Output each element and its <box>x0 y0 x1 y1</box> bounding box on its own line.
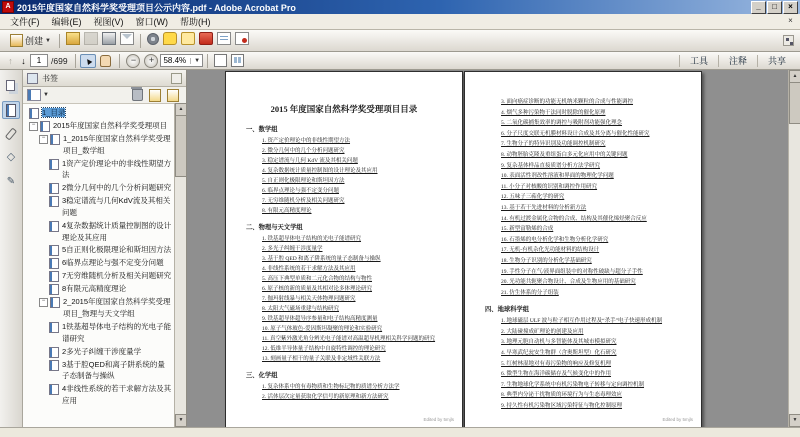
toc-section-heading: 一、数学组 <box>246 126 278 133</box>
zoom-in-button[interactable]: + <box>144 54 158 68</box>
pdf-page-right <box>464 71 702 427</box>
bookmark-icon <box>49 196 59 207</box>
acrobat-icon: A <box>2 1 14 13</box>
menu-item[interactable]: 文件(F) <box>10 17 40 27</box>
navigation-toolbar <box>0 52 800 70</box>
toc-item[interactable]: 12. 五味子三萜化学的研究 <box>501 194 565 201</box>
bookmark-icon <box>49 347 59 358</box>
toc-item[interactable]: 6. 微型生物在海洋碳储存及气候变化中的作用 <box>501 371 612 378</box>
toc-item[interactable]: 15. 新型富勒烯的合成 <box>501 226 554 233</box>
signatures-icon[interactable]: ✎ <box>6 176 16 187</box>
toc-item[interactable]: 14. 有机过渡金属化合物的合成、结构及其催化烯烃聚合反应 <box>501 215 647 222</box>
page-display-icon[interactable] <box>231 54 244 67</box>
bookmark-icon <box>49 183 59 194</box>
scrollbar-thumb[interactable] <box>789 82 800 124</box>
scrolling-mode-icon[interactable] <box>214 54 227 67</box>
attachments-icon[interactable] <box>2 125 20 143</box>
window-title: 2015年度国家自然科学奖受理项目公示内容.pdf - Adobe Acrobat Pro <box>17 2 296 13</box>
toc-item[interactable]: 3. 基于腔 QED 和离子阱系统的量子态制备与操纵 <box>262 256 381 262</box>
toc-item[interactable]: 13. 基于若干先进材料的分析新方法 <box>501 204 587 211</box>
bookmark-label: 5自正则化极限理论和斯坦因方法 <box>62 245 172 255</box>
task-pane-tab[interactable]: 工具 <box>679 55 718 67</box>
document-scrollbar[interactable] <box>788 70 800 427</box>
toc-item[interactable]: 18. 生物分子识别的分析化学基础研究 <box>501 257 592 264</box>
bookmark-item[interactable] <box>25 359 172 383</box>
toc-section-heading: 二、物理与天文学组 <box>246 224 303 231</box>
collapse-icon[interactable]: − <box>39 298 48 307</box>
menu-item[interactable]: 视图(V) <box>93 17 124 27</box>
toc-item[interactable]: 9. 铁基超导体超导序参量和电子结构高精度测量 <box>262 316 378 322</box>
toc-item[interactable]: 1. 地球磁层 ULF 波与粒子相互作用过程及“杀手”电子快速形成机制 <box>501 318 663 325</box>
scroll-down-icon[interactable]: ▼ <box>175 414 187 427</box>
status-bar <box>0 427 800 437</box>
document-icon[interactable] <box>217 32 231 45</box>
toc-item[interactable]: 1. 资产定价理论中的非线性期望方法 <box>262 138 351 144</box>
bookmark-icon <box>50 297 60 308</box>
scrollbar-thumb[interactable] <box>175 115 187 177</box>
menu-bar <box>0 14 800 30</box>
bookmark-item[interactable] <box>25 195 172 219</box>
hand-icon <box>100 55 111 67</box>
main-area <box>0 70 800 427</box>
chevron-down-icon: ▼ <box>45 37 51 44</box>
pdf-page-left <box>225 71 463 427</box>
bookmark-icon <box>49 384 59 395</box>
toc-item[interactable]: 7. 生物地球化学系统中有机污染物电子转移与定向调控机制 <box>501 381 645 388</box>
toc-item[interactable]: 2. 活体层次定量获取化学信号的新原理和新方法研究 <box>262 394 389 400</box>
bookmark-label: 1铁基超导体电子结构的光电子能谱研究 <box>62 321 172 343</box>
bookmark-icon <box>49 159 59 170</box>
toc-item[interactable]: 2. 微分几何中的几个分析问题研究 <box>262 148 345 154</box>
bookmark-item[interactable] <box>25 321 172 345</box>
toc-item[interactable]: 7. 生物分子的特异识别及功能调控机制研究 <box>501 141 606 148</box>
comment-bubble-icon[interactable] <box>163 32 177 45</box>
document-pane <box>187 70 788 427</box>
previous-page-icon[interactable]: ↑ <box>8 55 13 66</box>
bookmark-label: 8有限元高精度理论 <box>62 284 127 294</box>
bookmark-label: 2015年度国家自然科学奖受理项目 <box>53 121 168 130</box>
zoom-out-button[interactable]: − <box>126 54 140 68</box>
bookmark-icon <box>50 134 60 145</box>
toolbar-separator <box>75 54 76 68</box>
document-title: 2015 年度国家自然科学奖受理项目目录 <box>270 104 418 114</box>
bookmark-label: 6临界点理论与强不定变分问题 <box>62 258 164 268</box>
toc-item[interactable]: 9. 复杂基体样品直接质谱分析方法学研究 <box>501 162 601 169</box>
toc-item[interactable]: 6. 分子尺度交联无机膜材料设计合成及其分离与催化性能研究 <box>501 130 650 137</box>
create-button[interactable] <box>4 32 55 49</box>
bookmark-item[interactable] <box>25 107 172 119</box>
print-icon[interactable] <box>102 32 116 45</box>
toc-item[interactable]: 20. 光功能共轭聚合物设计、合成及生物应用的基础研究 <box>501 279 636 286</box>
chevron-down-icon: ▼ <box>190 58 200 64</box>
panel-title: 书签 <box>42 73 58 83</box>
bookmark-label: 7无穷维随机分析及相关问题研究 <box>62 271 172 281</box>
toc-item[interactable]: 11. 真空紫外激光角分辨光电子能谱对高温超导机理相关科学问题的研究 <box>262 336 436 342</box>
bookmark-label: 1_2015年度国家自然科学奖受理项目_数学组 <box>63 134 171 155</box>
panel-icon <box>27 73 38 84</box>
create-label: 创建 <box>25 36 44 46</box>
select-cursor-icon: ▲ <box>81 53 95 68</box>
bookmark-label: 4复杂数据统计质量控制图的设计理论及其应用 <box>62 220 172 242</box>
toc-item[interactable]: 8. 典型内分泌干扰物质的环境行为与生态毒理效应 <box>501 392 623 399</box>
bookmark-item[interactable] <box>25 270 172 282</box>
toc-item[interactable]: 16. 石墨烯的电分析化学和生物分析化学研究 <box>501 236 609 243</box>
bookmarks-toolbar <box>23 87 186 104</box>
next-page-icon[interactable]: ↓ <box>21 55 26 66</box>
gear-icon[interactable] <box>147 33 159 45</box>
toolbar-separator <box>207 54 208 68</box>
scroll-down-icon[interactable]: ▼ <box>789 414 800 427</box>
toc-item[interactable]: 2. 大陆碰撞成矿理论的创建及应用 <box>501 328 584 335</box>
toolbar-separator <box>119 54 120 68</box>
toolbar-options-icon[interactable] <box>783 35 794 46</box>
close-document-icon[interactable]: × <box>788 16 793 25</box>
email-icon[interactable] <box>120 32 134 45</box>
bookmark-icon <box>49 258 59 269</box>
toc-item[interactable]: 6. 原子核的新的质量及其相对论多体理论研究 <box>262 286 373 292</box>
toc-item[interactable]: 10. 表面活性剂改性溶液和界面的物理化学问题 <box>501 173 614 180</box>
bookmark-item[interactable] <box>25 244 172 256</box>
toc-item[interactable]: 1. 铁基超导体电子结构的光电子能谱研究 <box>262 236 362 242</box>
toolbar-separator <box>59 34 60 48</box>
toc-item[interactable]: 5. 红树林湿地对有毒污染物的响应及修复机理 <box>501 360 612 367</box>
close-button[interactable]: × <box>783 1 798 14</box>
task-pane-tab[interactable]: 注释 <box>718 55 757 67</box>
folder-open-icon[interactable] <box>66 32 80 45</box>
bookmark-item[interactable] <box>25 257 172 269</box>
bookmarks-tree <box>23 104 186 427</box>
toc-item[interactable]: 1. 复杂体系中的有毒物质和生物标记物的质谱分析方法学 <box>262 384 400 390</box>
scroll-up-icon[interactable]: ▲ <box>175 103 187 116</box>
toc-item[interactable]: 6. 临界点理论与强不定变分问题 <box>262 188 340 194</box>
bookmark-item[interactable] <box>25 346 172 358</box>
toc-item[interactable]: 11. 小分子对核酸的识别和调控作用研究 <box>501 183 598 190</box>
collapse-icon[interactable]: − <box>29 122 38 131</box>
save-icon[interactable] <box>84 32 98 45</box>
toc-item[interactable]: 17. 无机-有机杂化光功能材料的结构设计 <box>501 247 600 254</box>
toc-item[interactable]: 5. 二氧化碳捕集效率的调控与吸附剂功能强化理念 <box>501 120 623 127</box>
toc-item[interactable]: 7. 伽玛射线暴与相关天体物理问题研究 <box>262 296 356 302</box>
bookmark-label: 2_2015年度国家自然科学奖受理项目_物理与天文学组 <box>63 297 171 319</box>
bookmark-label: 3基于腔QED和离子阱系统的量子态制备与操纵 <box>62 359 165 381</box>
scroll-up-icon[interactable]: ▲ <box>789 70 800 83</box>
maximize-button[interactable]: □ <box>767 1 782 14</box>
task-panes <box>679 52 796 69</box>
toc-item[interactable]: 3. 地理元胞自动机与多智能体及其城市模拟研究 <box>501 339 617 346</box>
bookmark-icon <box>49 322 59 333</box>
bookmark-options-icon[interactable] <box>27 89 41 101</box>
bookmark-label: 2微分几何中的几个分析问题研究 <box>62 183 172 193</box>
file-icon-group <box>64 32 136 50</box>
tool-icon-group <box>145 32 251 50</box>
bookmark-item[interactable] <box>25 133 172 157</box>
bookmark-item[interactable] <box>25 283 172 295</box>
bookmark-icon <box>49 360 59 371</box>
title-bar <box>0 0 800 14</box>
create-icon <box>10 34 23 47</box>
layers-icon[interactable]: ◇ <box>6 151 16 163</box>
collapse-icon[interactable]: − <box>39 135 48 144</box>
bookmarks-icon[interactable] <box>2 101 20 119</box>
toc-section-heading: 四、地球科学组 <box>485 306 530 314</box>
navigation-pane-buttons <box>0 70 23 427</box>
bookmark-icon <box>49 271 59 282</box>
toc-item[interactable]: 8. 有限元高精度理论 <box>262 208 312 214</box>
bookmark-icon <box>29 108 39 119</box>
new-bookmark-icon[interactable] <box>167 89 179 102</box>
toc-item[interactable]: 4. 复杂数据统计质量控制图的设计理论及其应用 <box>262 168 378 174</box>
page-thumbnails-icon[interactable] <box>2 77 20 95</box>
watermark: Edited by 5mjls <box>662 417 693 422</box>
panel-menu-icon[interactable] <box>171 73 182 84</box>
hand-tool-button[interactable] <box>96 53 115 69</box>
page-number-input[interactable] <box>30 54 48 67</box>
bookmark-item[interactable] <box>25 383 172 407</box>
bookmark-label: 1资产定价理论中的非线性期望方法 <box>62 158 172 180</box>
toc-item[interactable]: 3. 面向癌症诊断的功能无机纳米颗粒的合成与性能调控 <box>501 99 634 105</box>
toc-item[interactable]: 5. 自正则化极限理论和斯坦因方法 <box>262 178 345 184</box>
bookmark-label: 1_目录 <box>42 108 66 117</box>
watermark: Edited by 5mjls <box>423 417 454 422</box>
text-callout-icon[interactable] <box>181 32 195 45</box>
bookmarks-panel-header <box>23 70 186 87</box>
bookmark-label: 2多光子纠缠干涉度量学 <box>62 346 142 356</box>
bookmark-icon <box>49 284 59 295</box>
toc-section-heading: 三、化学组 <box>246 372 278 379</box>
bookmark-item[interactable] <box>25 120 172 132</box>
bookmarks-scrollbar[interactable] <box>174 103 186 427</box>
chevron-down-icon: ▼ <box>43 92 49 98</box>
toc-right <box>465 72 701 412</box>
bookmark-icon <box>49 245 59 256</box>
toc-item[interactable]: 4. 早寒武纪瓮安生物群（含奥斯坦型）化石研究 <box>501 350 617 357</box>
bookmark-label: 4非线性系统的若干求解方法及其应用 <box>62 384 172 405</box>
toc-item[interactable]: 7. 无穷维随机分析及相关问题研究 <box>262 198 345 204</box>
toc-item[interactable]: 9. 持久性有机污染物区域污染特征与物化控制原理 <box>501 403 623 410</box>
bookmark-icon <box>40 121 50 132</box>
toolbar-separator <box>140 34 141 48</box>
bookmark-label: 3稳定谱流与几何KdV流及其相关问题 <box>62 196 171 217</box>
expand-bookmark-icon[interactable] <box>149 89 161 102</box>
bookmark-item[interactable] <box>25 296 172 320</box>
bookmarks-panel <box>23 70 187 427</box>
toc-item[interactable]: 19. 手性分子在气/液界面组装中的对称性破缺与超分子手性 <box>501 268 643 275</box>
toc-item[interactable]: 2. 多光子纠缠干涉度量学 <box>262 246 323 252</box>
bookmark-item[interactable] <box>25 182 172 194</box>
toc-item[interactable]: 10. 原子气体玻色-爱因斯坦凝聚的理论和实验研究 <box>262 326 383 332</box>
menu-item[interactable]: 编辑(E) <box>51 17 82 27</box>
menu-item[interactable]: 帮助(H) <box>180 17 211 27</box>
toc-item[interactable]: 13. 刻画量子相干的量子关联及非定域性关联方法 <box>262 356 381 362</box>
select-tool-button[interactable] <box>80 54 97 68</box>
delete-bookmark-icon[interactable] <box>132 89 143 101</box>
toc-item[interactable]: 12. 低维半导体量子结构中自旋特性调控的理论研究 <box>262 346 386 352</box>
zoom-value: 58.4% <box>163 56 187 65</box>
toc-item[interactable]: 21. 仿生体系的分子组装 <box>501 289 559 296</box>
toc-item[interactable]: 8. 太阳大气磁场重建与结构研究 <box>262 306 340 312</box>
minimize-button[interactable]: _ <box>751 1 766 14</box>
quick-tools-toolbar <box>0 30 800 52</box>
document-pen-icon[interactable] <box>235 32 249 45</box>
toc-left <box>226 124 462 402</box>
task-pane-tab[interactable]: 共享 <box>757 55 796 67</box>
zoom-level-select[interactable] <box>160 54 203 67</box>
toc-item[interactable]: 8. 动物胚胎克隆及重组蛋白多元化应用中的关键问题 <box>501 151 628 158</box>
toc-item[interactable]: 4. 烟气多种污染物干法同时脱除的催化原理 <box>501 109 606 116</box>
toc-item[interactable]: 3. 稳定谱流与几何 KdV 流及其相关问题 <box>262 158 358 164</box>
bookmark-item[interactable] <box>25 158 172 182</box>
menu-item[interactable]: 窗口(W) <box>135 17 168 27</box>
sign-icon[interactable] <box>199 32 213 45</box>
page-total-label: /699 <box>51 55 68 66</box>
toc-item[interactable]: 4. 非线性系统的若干求解方法及其应用 <box>262 266 356 272</box>
bookmark-item[interactable] <box>25 220 172 244</box>
toc-item[interactable]: 5. 高压下典型单质和二元化合物的结构与物性 <box>262 276 373 282</box>
bookmark-icon <box>49 221 59 232</box>
